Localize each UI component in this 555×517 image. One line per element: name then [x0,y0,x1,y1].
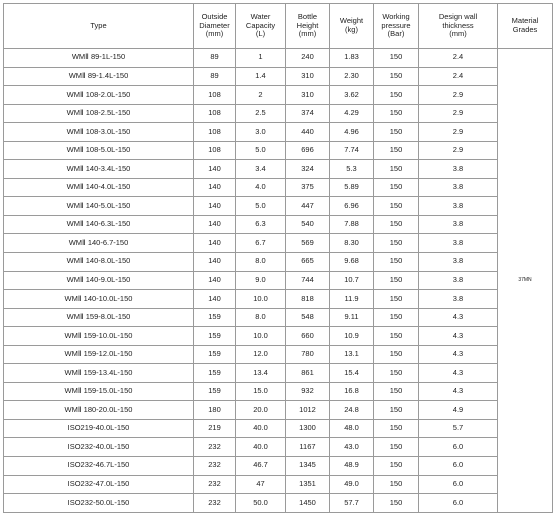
cell-design-wall-thickness: 2.9 [419,104,498,123]
header-material-grades [498,4,553,49]
table-row [4,308,553,327]
cell-weight: 43.0 [330,438,374,457]
cell-working-pressure: 150 [374,382,419,401]
cell-design-wall-thickness: 2.9 [419,86,498,105]
cell-type: WMⅡ 108-2.5L-150 [4,104,194,123]
cell-bottle-height: 310 [286,67,330,86]
table-row [4,104,553,123]
table-row [4,141,553,160]
table-row [4,364,553,383]
cell-design-wall-thickness: 2.4 [419,67,498,86]
cell-working-pressure: 150 [374,401,419,420]
cell-bottle-height: 780 [286,345,330,364]
table-row [4,419,553,438]
cell-outside-diameter: 140 [194,178,236,197]
cell-water-capacity: 3.0 [236,123,286,142]
table-row [4,160,553,179]
header-label-line: (mm) [298,29,317,39]
table-row [4,438,553,457]
cell-bottle-height: 1345 [286,457,330,476]
header-label-line: (mm) [449,29,467,39]
cell-weight: 5.3 [330,160,374,179]
header-label-line: Weight [339,16,364,26]
cell-bottle-height: 744 [286,271,330,290]
cell-bottle-height: 861 [286,364,330,383]
cell-weight: 7.74 [330,141,374,160]
cell-water-capacity: 8.0 [236,308,286,327]
cell-water-capacity: 3.4 [236,160,286,179]
cell-type: ISO219-40.0L-150 [4,419,194,438]
cell-working-pressure: 150 [374,364,419,383]
cell-outside-diameter: 140 [194,215,236,234]
cell-weight: 7.88 [330,215,374,234]
table-row [4,67,553,86]
cell-outside-diameter: 108 [194,141,236,160]
cell-working-pressure: 150 [374,67,419,86]
cell-design-wall-thickness: 2.4 [419,49,498,68]
cell-water-capacity: 8.0 [236,253,286,272]
cell-design-wall-thickness: 3.8 [419,253,498,272]
cell-outside-diameter: 108 [194,123,236,142]
cell-working-pressure: 150 [374,308,419,327]
table-row [4,86,553,105]
cell-design-wall-thickness: 6.0 [419,457,498,476]
cell-type: WMⅡ 140-6.3L-150 [4,215,194,234]
table-row [4,327,553,346]
cell-weight: 4.29 [330,104,374,123]
cell-working-pressure: 150 [374,197,419,216]
cell-bottle-height: 1300 [286,419,330,438]
cell-bottle-height: 660 [286,327,330,346]
cell-design-wall-thickness: 3.8 [419,197,498,216]
header-weight [330,4,374,49]
cell-working-pressure: 150 [374,141,419,160]
cell-bottle-height: 932 [286,382,330,401]
cell-outside-diameter: 89 [194,67,236,86]
cell-water-capacity: 10.0 [236,327,286,346]
header-label-line: (L) [255,29,266,39]
cell-working-pressure: 150 [374,215,419,234]
cell-type: WMⅡ 159-10.0L-150 [4,327,194,346]
cell-outside-diameter: 140 [194,197,236,216]
cell-type: WMⅡ 89-1.4L-150 [4,67,194,86]
cell-weight: 13.1 [330,345,374,364]
header-label-line: Type [90,20,107,30]
cell-outside-diameter: 159 [194,327,236,346]
cell-outside-diameter: 140 [194,234,236,253]
cell-working-pressure: 150 [374,345,419,364]
cell-water-capacity: 10.0 [236,290,286,309]
cell-type: WMⅡ 140-5.0L-150 [4,197,194,216]
cell-bottle-height: 1351 [286,475,330,494]
cell-weight: 5.89 [330,178,374,197]
cell-design-wall-thickness: 4.3 [419,308,498,327]
cell-design-wall-thickness: 4.9 [419,401,498,420]
cell-design-wall-thickness: 4.3 [419,364,498,383]
cell-water-capacity: 50.0 [236,494,286,513]
header-label-line: Diameter [199,20,230,30]
cell-type: ISO232-40.0L-150 [4,438,194,457]
table-body [4,49,553,513]
cell-water-capacity: 5.0 [236,141,286,160]
header-label-line: Height [296,20,319,30]
cell-water-capacity: 5.0 [236,197,286,216]
cell-outside-diameter: 140 [194,160,236,179]
cell-working-pressure: 150 [374,419,419,438]
cell-weight: 10.7 [330,271,374,290]
cell-working-pressure: 150 [374,253,419,272]
cell-weight: 24.8 [330,401,374,420]
header-label-line: (mm) [205,29,224,39]
header-label-line: Grades [512,25,538,34]
cell-water-capacity: 46.7 [236,457,286,476]
cell-water-capacity: 15.0 [236,382,286,401]
cell-type: WMⅡ 108-3.0L-150 [4,123,194,142]
cell-type: WMⅡ 108-2.0L-150 [4,86,194,105]
header-label-line: thickness [442,20,474,30]
cell-bottle-height: 447 [286,197,330,216]
cell-type: WMⅡ 140-4.0L-150 [4,178,194,197]
cell-bottle-height: 665 [286,253,330,272]
cell-outside-diameter: 140 [194,271,236,290]
cell-type: ISO232-47.0L-150 [4,475,194,494]
cell-weight: 9.68 [330,253,374,272]
cell-working-pressure: 150 [374,271,419,290]
table-row [4,271,553,290]
cell-weight: 4.96 [330,123,374,142]
cell-bottle-height: 1012 [286,401,330,420]
cell-outside-diameter: 180 [194,401,236,420]
cell-outside-diameter: 159 [194,364,236,383]
cell-outside-diameter: 140 [194,290,236,309]
header-label-line: Water [250,12,271,22]
cell-design-wall-thickness: 2.9 [419,141,498,160]
cell-weight: 49.0 [330,475,374,494]
cell-type: WMⅡ 140-6.7-150 [4,234,194,253]
cell-design-wall-thickness: 4.3 [419,382,498,401]
cell-outside-diameter: 108 [194,104,236,123]
cell-weight: 6.96 [330,197,374,216]
cell-outside-diameter: 219 [194,419,236,438]
table-row [4,215,553,234]
cell-type: WMⅡ 159-15.0L-150 [4,382,194,401]
cylinder-spec-table [3,3,553,513]
cell-working-pressure: 150 [374,438,419,457]
header-working-pressure [374,4,419,49]
cell-weight: 10.9 [330,327,374,346]
cell-water-capacity: 20.0 [236,401,286,420]
table-row [4,234,553,253]
cell-outside-diameter: 232 [194,475,236,494]
header-label-line: (kg) [345,25,358,34]
cell-type: ISO232-50.0L-150 [4,494,194,513]
cell-bottle-height: 240 [286,49,330,68]
cell-weight: 48.9 [330,457,374,476]
cell-working-pressure: 150 [374,178,419,197]
header-row [4,4,553,49]
cell-weight: 15.4 [330,364,374,383]
cell-working-pressure: 150 [374,327,419,346]
cell-type: WMⅡ 180-20.0L-150 [4,401,194,420]
cell-type: WMⅡ 140-10.0L-150 [4,290,194,309]
header-type [4,4,194,49]
table-row [4,494,553,513]
table-row [4,178,553,197]
cell-working-pressure: 150 [374,49,419,68]
cell-outside-diameter: 140 [194,253,236,272]
table-row [4,123,553,142]
cell-water-capacity: 6.3 [236,215,286,234]
cell-design-wall-thickness: 6.0 [419,494,498,513]
header-label-line: Bottle [297,12,318,22]
table-row [4,475,553,494]
cell-design-wall-thickness: 3.8 [419,290,498,309]
cell-outside-diameter: 232 [194,438,236,457]
cell-type: WMⅡ 108-5.0L-150 [4,141,194,160]
cell-material-grade: 37MN [498,49,553,513]
cell-bottle-height: 569 [286,234,330,253]
table-row [4,345,553,364]
cell-working-pressure: 150 [374,494,419,513]
cell-design-wall-thickness: 2.9 [419,123,498,142]
cell-design-wall-thickness: 3.8 [419,178,498,197]
header-outside-diameter [194,4,236,49]
cell-water-capacity: 47 [236,475,286,494]
cell-working-pressure: 150 [374,160,419,179]
cell-outside-diameter: 232 [194,457,236,476]
cell-working-pressure: 150 [374,290,419,309]
cell-bottle-height: 548 [286,308,330,327]
cell-water-capacity: 4.0 [236,178,286,197]
cell-outside-diameter: 108 [194,86,236,105]
cell-type: WMⅡ 140-3.4L-150 [4,160,194,179]
cell-weight: 9.11 [330,308,374,327]
cell-working-pressure: 150 [374,475,419,494]
cell-bottle-height: 540 [286,215,330,234]
cell-design-wall-thickness: 3.8 [419,234,498,253]
cell-weight: 48.0 [330,419,374,438]
header-label-line: Working [382,12,410,22]
cell-type: WMⅡ 159-13.4L-150 [4,364,194,383]
cell-weight: 16.8 [330,382,374,401]
cell-outside-diameter: 89 [194,49,236,68]
cell-design-wall-thickness: 3.8 [419,215,498,234]
cell-type: WMⅡ 140-8.0L-150 [4,253,194,272]
cell-weight: 2.30 [330,67,374,86]
cell-outside-diameter: 159 [194,382,236,401]
header-water-capacity [236,4,286,49]
cell-design-wall-thickness: 6.0 [419,438,498,457]
cell-water-capacity: 40.0 [236,419,286,438]
cell-type: WMⅡ 159-8.0L-150 [4,308,194,327]
cell-bottle-height: 324 [286,160,330,179]
cell-water-capacity: 12.0 [236,345,286,364]
cell-bottle-height: 1450 [286,494,330,513]
cell-type: WMⅡ 140-9.0L-150 [4,271,194,290]
cell-design-wall-thickness: 3.8 [419,160,498,179]
cell-outside-diameter: 159 [194,308,236,327]
cell-bottle-height: 375 [286,178,330,197]
cell-design-wall-thickness: 4.3 [419,327,498,346]
cell-working-pressure: 150 [374,457,419,476]
cell-outside-diameter: 159 [194,345,236,364]
cell-working-pressure: 150 [374,86,419,105]
cell-bottle-height: 310 [286,86,330,105]
cell-bottle-height: 1167 [286,438,330,457]
cell-weight: 11.9 [330,290,374,309]
cell-weight: 57.7 [330,494,374,513]
cell-working-pressure: 150 [374,234,419,253]
cell-design-wall-thickness: 4.3 [419,345,498,364]
header-label-line: Capacity [245,20,276,30]
cell-bottle-height: 818 [286,290,330,309]
cell-bottle-height: 374 [286,104,330,123]
cell-type: ISO232-46.7L-150 [4,457,194,476]
table-row [4,290,553,309]
cell-water-capacity: 2 [236,86,286,105]
cell-water-capacity: 6.7 [236,234,286,253]
table-row [4,197,553,216]
cell-type: WMⅡ 89-1L-150 [4,49,194,68]
table-row [4,382,553,401]
table-row [4,401,553,420]
cell-water-capacity: 40.0 [236,438,286,457]
cell-water-capacity: 13.4 [236,364,286,383]
cell-bottle-height: 696 [286,141,330,160]
cell-working-pressure: 150 [374,123,419,142]
header-label-line: Design wall [438,12,478,22]
header-label-line: Material [511,16,539,26]
cell-design-wall-thickness: 6.0 [419,475,498,494]
header-design-wall-thickness [419,4,498,49]
cell-weight: 3.62 [330,86,374,105]
cell-outside-diameter: 232 [194,494,236,513]
header-label-line: (Bar) [387,29,405,39]
cell-water-capacity: 1.4 [236,67,286,86]
cell-water-capacity: 1 [236,49,286,68]
header-bottle-height [286,4,330,49]
cell-working-pressure: 150 [374,104,419,123]
table-row [4,457,553,476]
table-row [4,49,553,68]
cell-design-wall-thickness: 5.7 [419,419,498,438]
cell-weight: 1.83 [330,49,374,68]
cell-bottle-height: 440 [286,123,330,142]
cell-type: WMⅡ 159-12.0L-150 [4,345,194,364]
cell-weight: 8.30 [330,234,374,253]
cell-water-capacity: 2.5 [236,104,286,123]
cell-design-wall-thickness: 3.8 [419,271,498,290]
cell-water-capacity: 9.0 [236,271,286,290]
header-label-line: Outside [201,12,228,22]
table-row [4,253,553,272]
header-label-line: pressure [381,20,411,30]
